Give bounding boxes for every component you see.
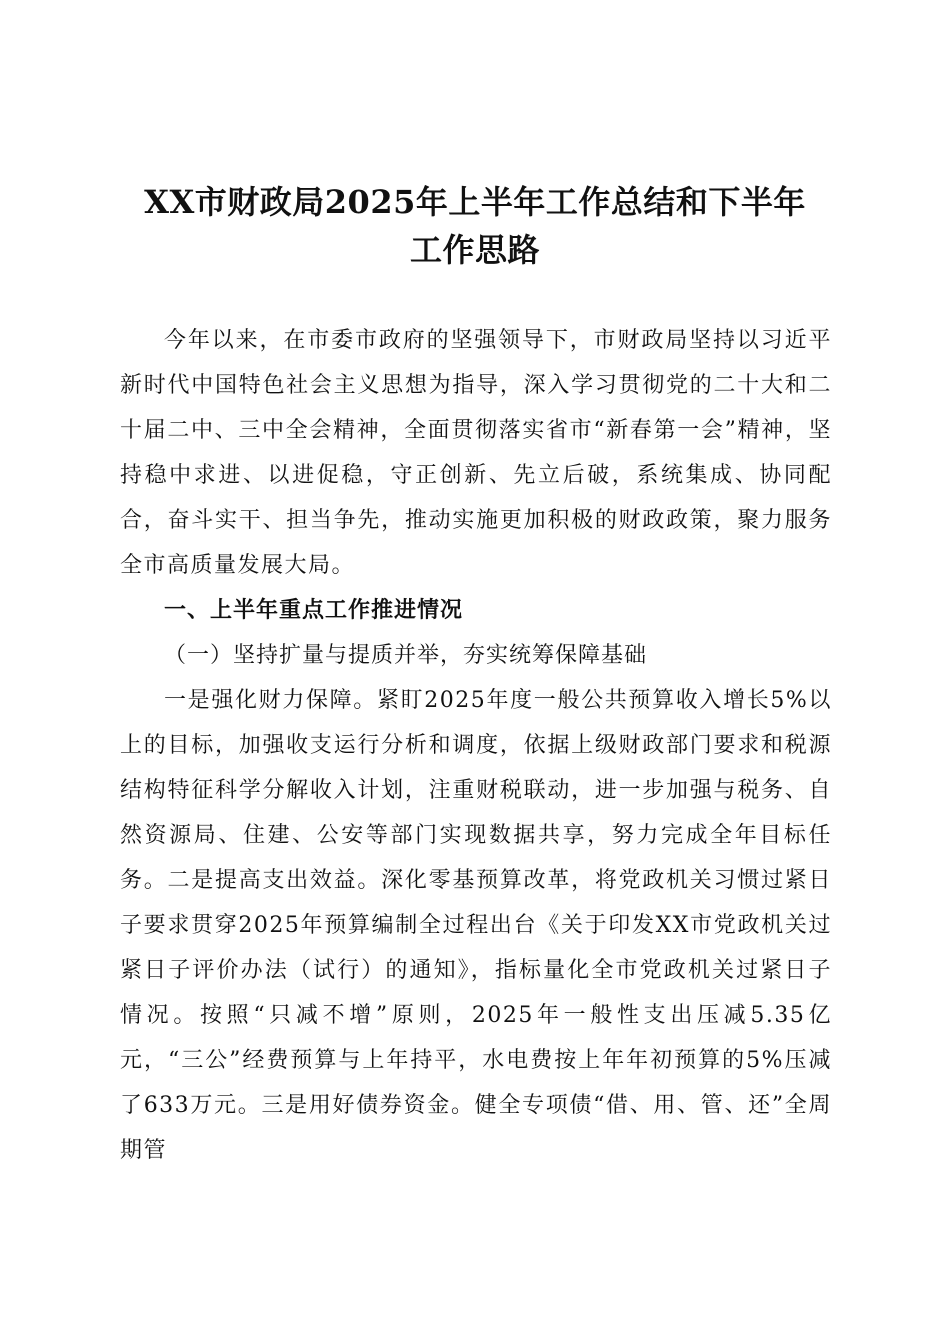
document-body bbox=[120, 318, 832, 1173]
title-line-2: 工作思路 bbox=[409, 231, 540, 269]
intro-paragraph: 今年以来，在市委市政府的坚强领导下，市财政局坚持以习近平新时代中国特色社会主义思想为指导，深入学习贯彻党的二十大和二十届二中、三中全会精神，全面贯彻落实省市“新春第一会”精神，坚持稳中求进、以进促稳，守正创新、先立后破，系统集成、协同配合，奋斗实干、担当争先，推动实施更加积极的财政政策，聚力服务全市高质量发展大局。 bbox=[120, 328, 832, 578]
document-title bbox=[100, 178, 850, 274]
body-paragraph: 一是强化财力保障。紧盯2025年度一般公共预算收入增长5%以上的目标，加强收支运行分析和调度，依据上级财政部门要求和税源结构特征科学分解收入计划，注重财税联动，进一步加强与税务、自然资源局、住建、公安等部门实现数据共享，努力完成全年目标任务。二是提高支出效益。深化零基预算改革，将党政机关习惯过紧日子要求贯穿2025年预算编制全过程出台《关于印发XX市党政机关过紧日子评价办法（试行）的通知》，指标量化全市党政机关过紧日子情况。按照“只减不增”原则，2025年一般性支出压减5.35亿元，“三公”经费预算与上年持平，水电费按上年年初预算的5%压减了633万元。三是用好债券资金。健全专项债“借、用、管、还”全周期管 bbox=[120, 688, 832, 1163]
title-line-1: XX市财政局2025年上半年工作总结和下半年 bbox=[144, 183, 806, 221]
subsection-heading: （一）坚持扩量与提质并举，夯实统筹保障基础 bbox=[164, 643, 648, 668]
section-heading: 一、上半年重点工作推进情况 bbox=[164, 598, 464, 623]
